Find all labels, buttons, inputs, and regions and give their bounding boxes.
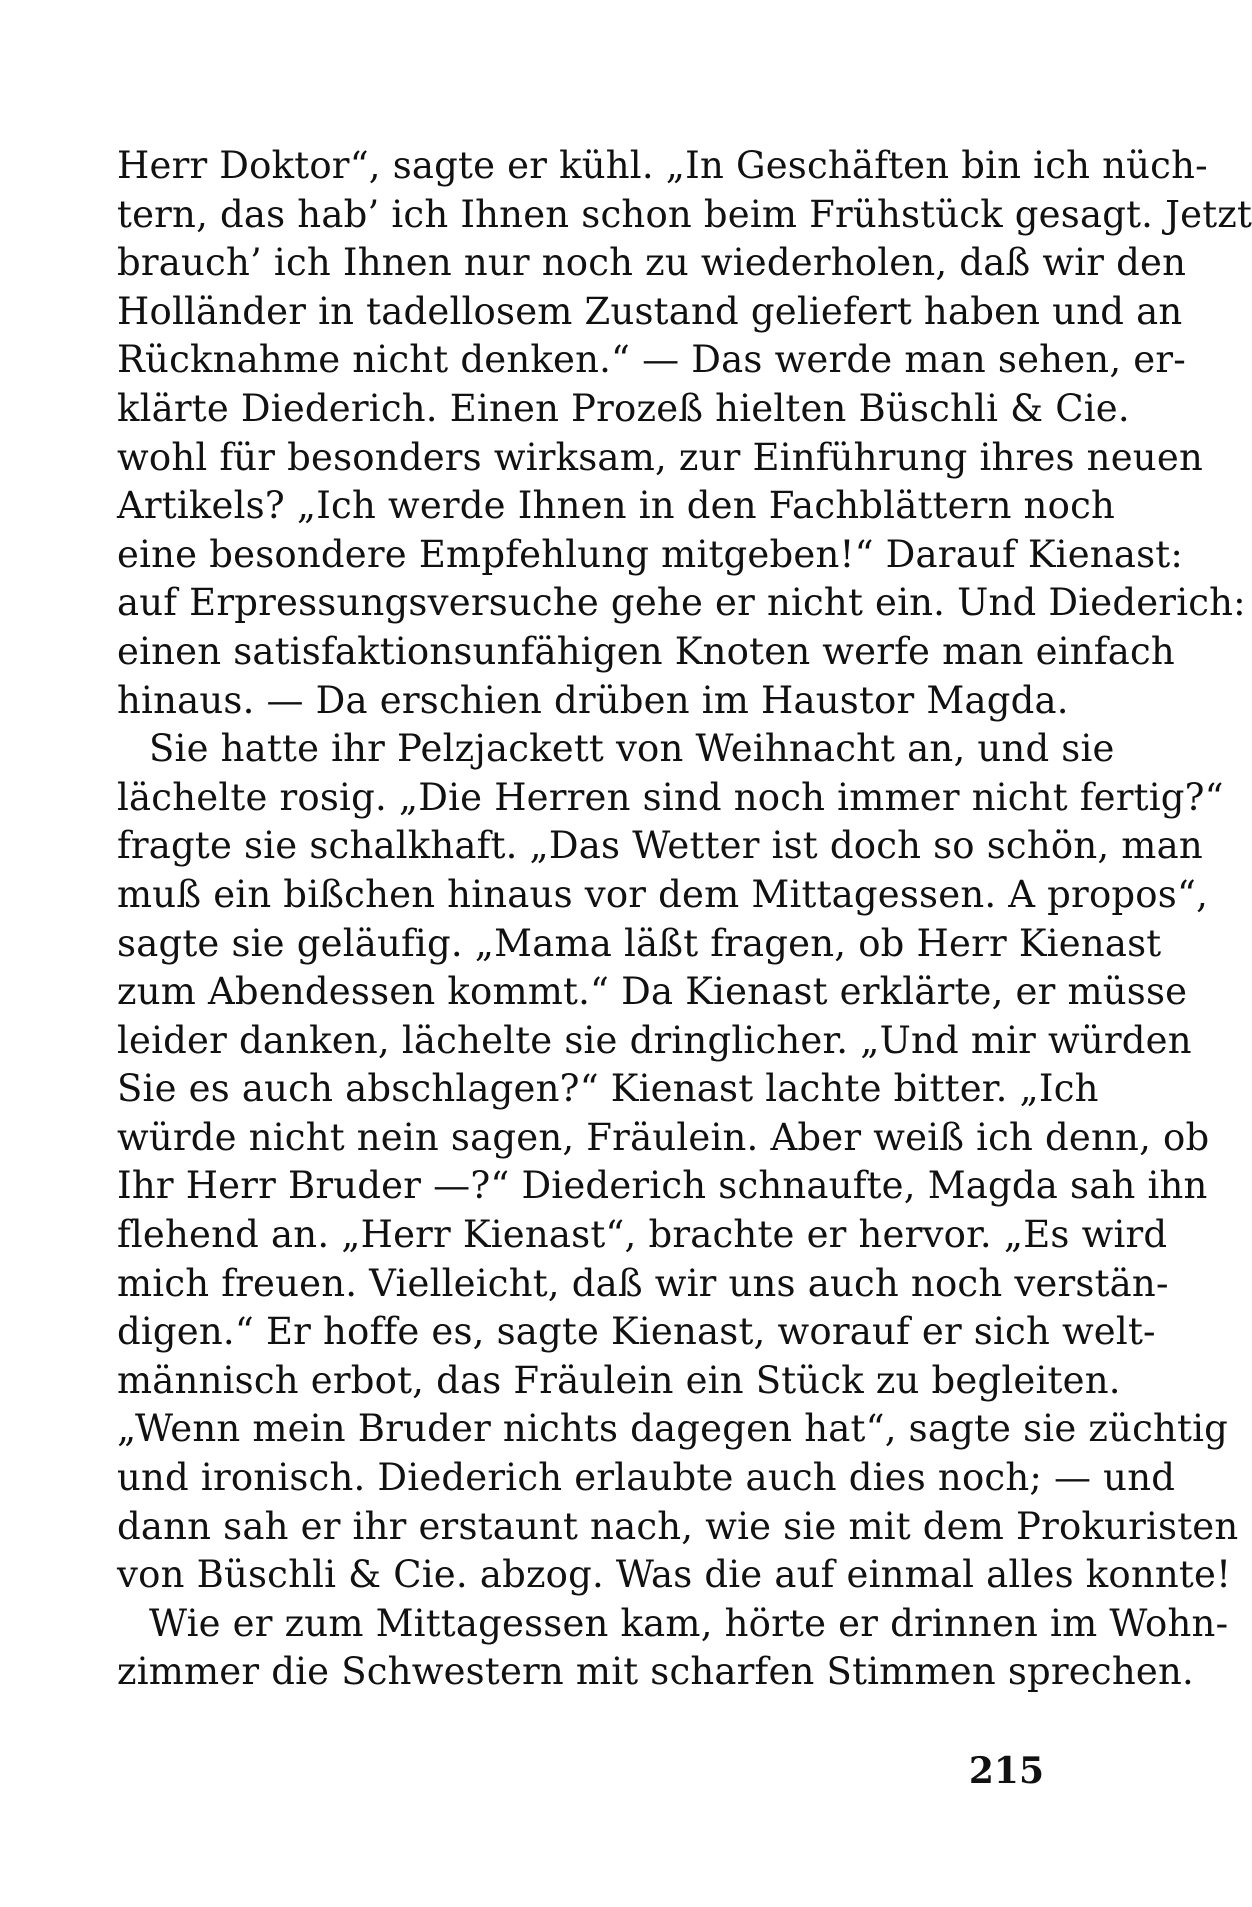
text-line: tern, das hab’ ich Ihnen schon beim Frühstück gesagt. Jetzt xyxy=(117,192,1252,236)
text-line: einen satisfaktionsunfähigen Knoten werfe man einfach xyxy=(117,629,1175,673)
text-line: und ironisch. Diederich erlaubte auch dies noch; — und xyxy=(117,1456,1176,1500)
text-line: Sie es auch abschlagen?“ Kienast lachte bitter. „Ich xyxy=(117,1067,1099,1111)
text-line: dann sah er ihr erstaunt nach, wie sie mit dem Prokuristen xyxy=(117,1504,1239,1548)
text-line: männisch erbot, das Fräulein ein Stück zu begleiten. xyxy=(117,1358,1121,1402)
text-line: muß ein bißchen hinaus vor dem Mittagessen. A propos“, xyxy=(117,872,1209,916)
text-line: „Wenn mein Bruder nichts dagegen hat“, sagte sie züchtig xyxy=(117,1407,1229,1451)
text-line: Ihr Herr Bruder —?“ Diederich schnaufte, Magda sah ihn xyxy=(117,1164,1208,1208)
text-line: mich freuen. Vielleicht, daß wir uns auch noch verstän- xyxy=(117,1261,1169,1305)
text-line: Rücknahme nicht denken.“ — Das werde man sehen, er- xyxy=(117,338,1186,382)
text-line: fragte sie schalkhaft. „Das Wetter ist doch so schön, man xyxy=(117,824,1203,868)
text-line: Holländer in tadellosem Zustand geliefert haben und an xyxy=(117,289,1183,333)
text-line: brauch’ ich Ihnen nur noch zu wiederholen, daß wir den xyxy=(117,241,1187,285)
text-line: zum Abendessen kommt.“ Da Kienast erklärte, er müsse xyxy=(117,970,1188,1014)
text-line: Artikels? „Ich werde Ihnen in den Fachblättern noch xyxy=(117,484,1116,528)
text-line: eine besondere Empfehlung mitgeben!“ Darauf Kienast: xyxy=(117,532,1184,576)
text-line: würde nicht nein sagen, Fräulein. Aber weiß ich denn, ob xyxy=(117,1115,1210,1159)
text-line: auf Erpressungsversuche gehe er nicht ein. Und Diederich: xyxy=(117,581,1246,625)
text-line: sagte sie geläufig. „Mama läßt fragen, ob Herr Kienast xyxy=(117,921,1162,965)
text-line: wohl für besonders wirksam, zur Einführung ihres neuen xyxy=(117,435,1203,479)
text-line: flehend an. „Herr Kienast“, brachte er hervor. „Es wird xyxy=(117,1213,1168,1257)
text-line: Herr Doktor“, sagte er kühl. „In Geschäften bin ich nüch- xyxy=(117,144,1208,187)
text-line: zimmer die Schwestern mit scharfen Stimmen sprechen. xyxy=(117,1650,1194,1694)
body-text xyxy=(117,142,1252,1697)
text-line: lächelte rosig. „Die Herren sind noch immer nicht fertig?“ xyxy=(117,775,1224,819)
text-line: Wie er zum Mittagessen kam, hörte er drinnen im Wohn- xyxy=(149,1601,1229,1645)
page-number: 215 xyxy=(968,1750,1044,1792)
text-line: Sie hatte ihr Pelzjackett von Weihnacht an, und sie xyxy=(149,727,1115,771)
text-line: digen.“ Er hoffe es, sagte Kienast, worauf er sich welt- xyxy=(117,1310,1156,1354)
text-line: hinaus. — Da erschien drüben im Haustor Magda. xyxy=(117,678,1069,722)
text-line: leider danken, lächelte sie dringlicher. „Und mir würden xyxy=(117,1018,1192,1062)
text-line: von Büschli & Cie. abzog. Was die auf einmal alles konnte! xyxy=(117,1553,1232,1597)
text-line: klärte Diederich. Einen Prozeß hielten Büschli & Cie. xyxy=(117,386,1130,430)
